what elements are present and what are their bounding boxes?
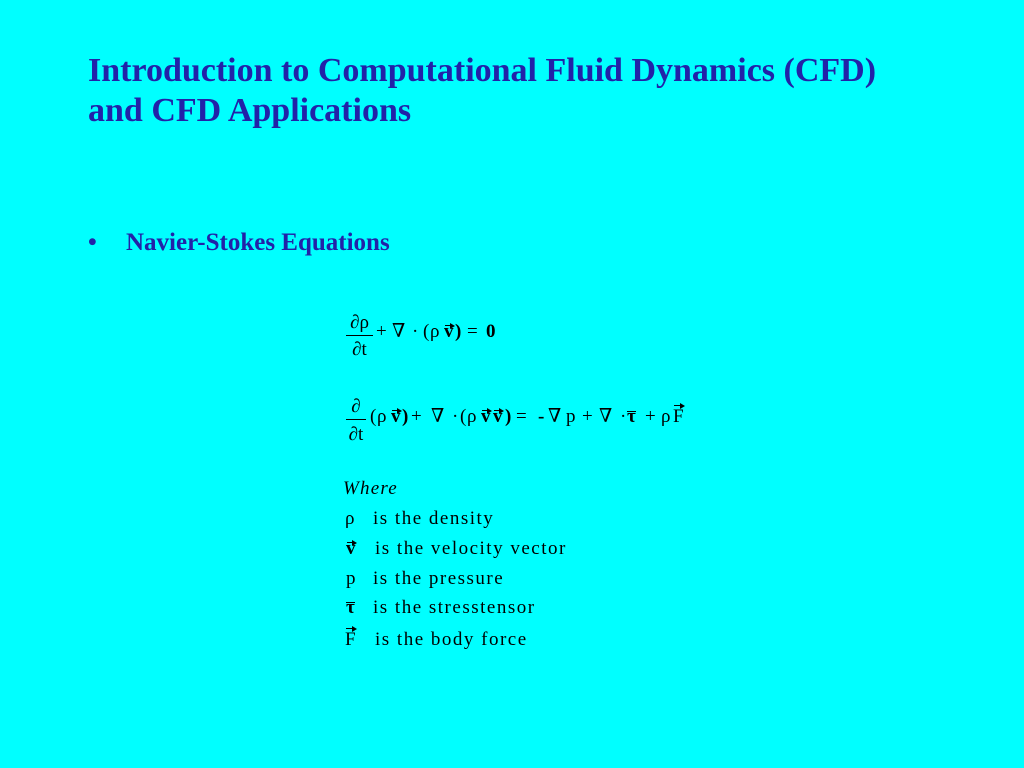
dot-operator: · — [620, 406, 627, 427]
close-paren: ) — [455, 321, 462, 342]
body-force-symbol: F — [345, 629, 356, 650]
definition-text: is the density — [373, 508, 495, 529]
close-paren: ) — [402, 406, 409, 427]
definition-text: is the stresstensor — [373, 597, 536, 618]
density-symbol: ρ — [661, 406, 671, 427]
bullet-text: Navier-Stokes Equations — [126, 229, 390, 256]
velocity-vector-symbol: v — [444, 321, 454, 342]
equals-sign: = — [467, 321, 478, 342]
dot-operator: · — [452, 406, 459, 427]
pressure-symbol: p — [566, 406, 576, 427]
fraction-numerator: ∂ρ — [350, 312, 369, 333]
plus-sign: + — [645, 406, 656, 427]
velocity-vector-symbol: v — [391, 406, 401, 427]
definition-text: is the velocity vector — [375, 538, 567, 559]
bullet-marker: • — [88, 229, 97, 256]
definition-text: is the pressure — [373, 568, 505, 589]
dot-operator: · — [412, 321, 419, 342]
velocity-vector-symbol: v — [493, 406, 503, 427]
close-paren: ) — [505, 406, 512, 427]
fraction-denominator: ∂t — [352, 339, 367, 360]
minus-sign: - — [538, 406, 545, 427]
fraction-bar — [346, 419, 366, 420]
fraction-numerator: ∂ — [351, 396, 361, 417]
nabla-operator: ∇ — [599, 406, 613, 427]
fraction-bar — [346, 335, 373, 336]
open-paren: ( — [460, 406, 467, 427]
density-symbol: ρ — [377, 406, 387, 427]
slide-title-line-1: Introduction to Computational Fluid Dynamics (CFD) — [88, 52, 877, 89]
slide-title — [88, 51, 876, 131]
body-force-symbol: F — [673, 406, 684, 427]
pressure-symbol: p — [346, 568, 356, 589]
definitions-heading: Where — [343, 478, 398, 499]
open-paren: ( — [370, 406, 377, 427]
density-symbol: ρ — [430, 321, 440, 342]
plus-sign: + — [411, 406, 422, 427]
definition-text: is the body force — [375, 629, 528, 650]
velocity-vector-symbol: v — [481, 406, 491, 427]
stress-tensor-symbol: τ — [346, 597, 355, 618]
plus-sign: + — [582, 406, 593, 427]
slide-title-line-2: and CFD Applications — [88, 92, 412, 129]
nabla-operator: ∇ — [548, 406, 562, 427]
fraction-denominator: ∂t — [348, 424, 364, 445]
zero: 0 — [486, 321, 496, 342]
stress-tensor-symbol: τ — [627, 406, 636, 427]
plus-sign: + — [376, 321, 387, 342]
nabla-operator: ∇ — [431, 406, 445, 427]
velocity-vector-symbol: v — [346, 538, 356, 559]
density-symbol: ρ — [345, 508, 355, 529]
nabla-operator: ∇ — [392, 321, 406, 342]
density-symbol: ρ — [467, 406, 477, 427]
equals-sign: = — [516, 406, 527, 427]
open-paren: ( — [423, 321, 430, 342]
